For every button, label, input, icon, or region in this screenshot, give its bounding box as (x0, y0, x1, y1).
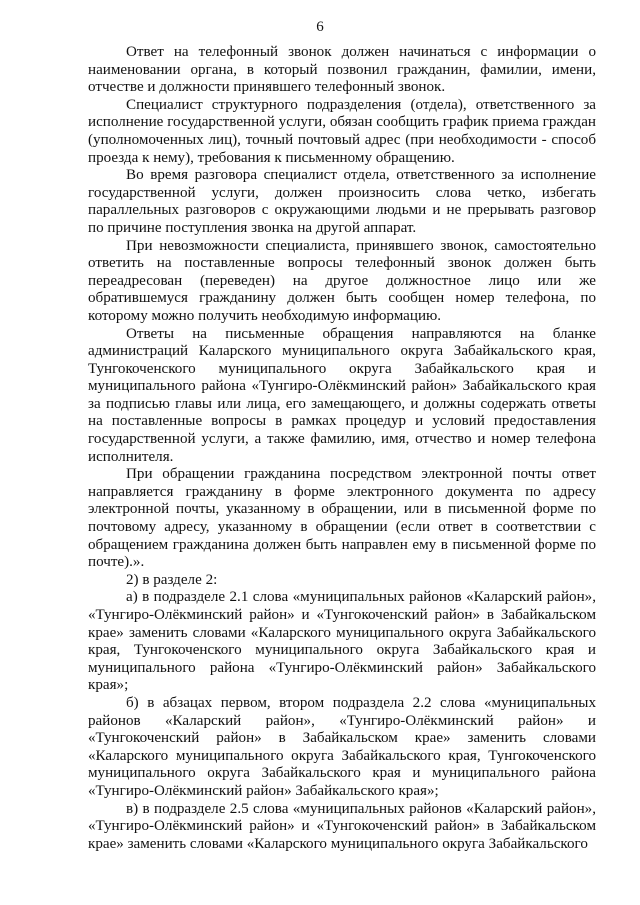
document-body (88, 44, 596, 853)
paragraph-written-answers: Ответы на письменные обращения направляются на бланке администраций Каларского муниципального округа Забайкальского края, Тунгокоченского муниципального округа Забайкальского края и муниципального района «Тунгиро-Олёкминский район» Забайкальского края за подписью главы или лица, его замещающего, и должны содержать ответы на поставленные вопросы в рамках процедур и условий предоставления государственной услуги, а также фамилию, имя, отчество и номер телефона исполнителя. (88, 325, 596, 465)
paragraph-email-answers: При обращении гражданина посредством электронной почты ответ направляется гражданину в форме электронного документа по адресу электронной почты, указанному в обращении, или в письменной форме по почтовому адресу, указанному в обращении (если ответ в соответствии с обращением гражданина должен быть направлен ему в письменной форме по почте).». (88, 466, 596, 571)
paragraph-subsection-2-1: а) в подразделе 2.1 слова «муниципальных районов «Каларский район», «Тунгиро-Олёкминский район» и «Тунгокоченский район» в Забайкальском крае» заменить словами «Каларского муниципального округа Забайкальского края, Тунгокоченского муниципального округа Забайкальского края и муниципального района «Тунгиро-Олёкминский район» Забайкальского края»; (88, 589, 596, 694)
paragraph-subsection-2-5: в) в подразделе 2.5 слова «муниципальных районов «Каларский район», «Тунгиро-Олёкминский район» и «Тунгокоченский район» в Забайкальском крае» заменить словами «Каларского муниципального округа Забайкальского (88, 800, 596, 852)
paragraph-subsection-2-2: б) в абзацах первом, втором подраздела 2.2 слова «муниципальных районов «Каларский район», «Тунгиро-Олёкминский район» и «Тунгокоченский район» в Забайкальском крае» заменить словами «Каларского муниципального округа Забайкальского края, Тунгокоченского муниципального округа Забайкальского края и муниципального района «Тунгиро-Олёкминский район» Забайкальского края»; (88, 694, 596, 799)
paragraph-phone-answer: Ответ на телефонный звонок должен начинаться с информации о наименовании органа, в который позвонил гражданин, фамилии, имени, отчестве и должности принявшего телефонный звонок. (88, 44, 596, 96)
paragraph-call-redirect: При невозможности специалиста, принявшего звонок, самостоятельно ответить на поставленные вопросы телефонный звонок должен быть переадресован (переведен) на другое должностное лицо или же обратившемуся гражданину должен быть сообщен номер телефона, по которому можно получить необходимую информацию. (88, 237, 596, 324)
paragraph-conversation-rules: Во время разговора специалист отдела, ответственного за исполнение государственной услуги, должен произносить слова четко, избегать параллельных разговоров с окружающими людьми и не прерывать разговор по причине поступления звонка на другой аппарат. (88, 167, 596, 236)
paragraph-specialist-duties: Специалист структурного подразделения (отдела), ответственного за исполнение государственной услуги, обязан сообщить график приема граждан (уполномоченных лиц), точный почтовый адрес (при необходимости - способ проезда к нему), требования к письменному обращению. (88, 96, 596, 166)
page-number: 6 (316, 19, 324, 35)
paragraph-section-2: 2) в разделе 2: (126, 571, 218, 588)
